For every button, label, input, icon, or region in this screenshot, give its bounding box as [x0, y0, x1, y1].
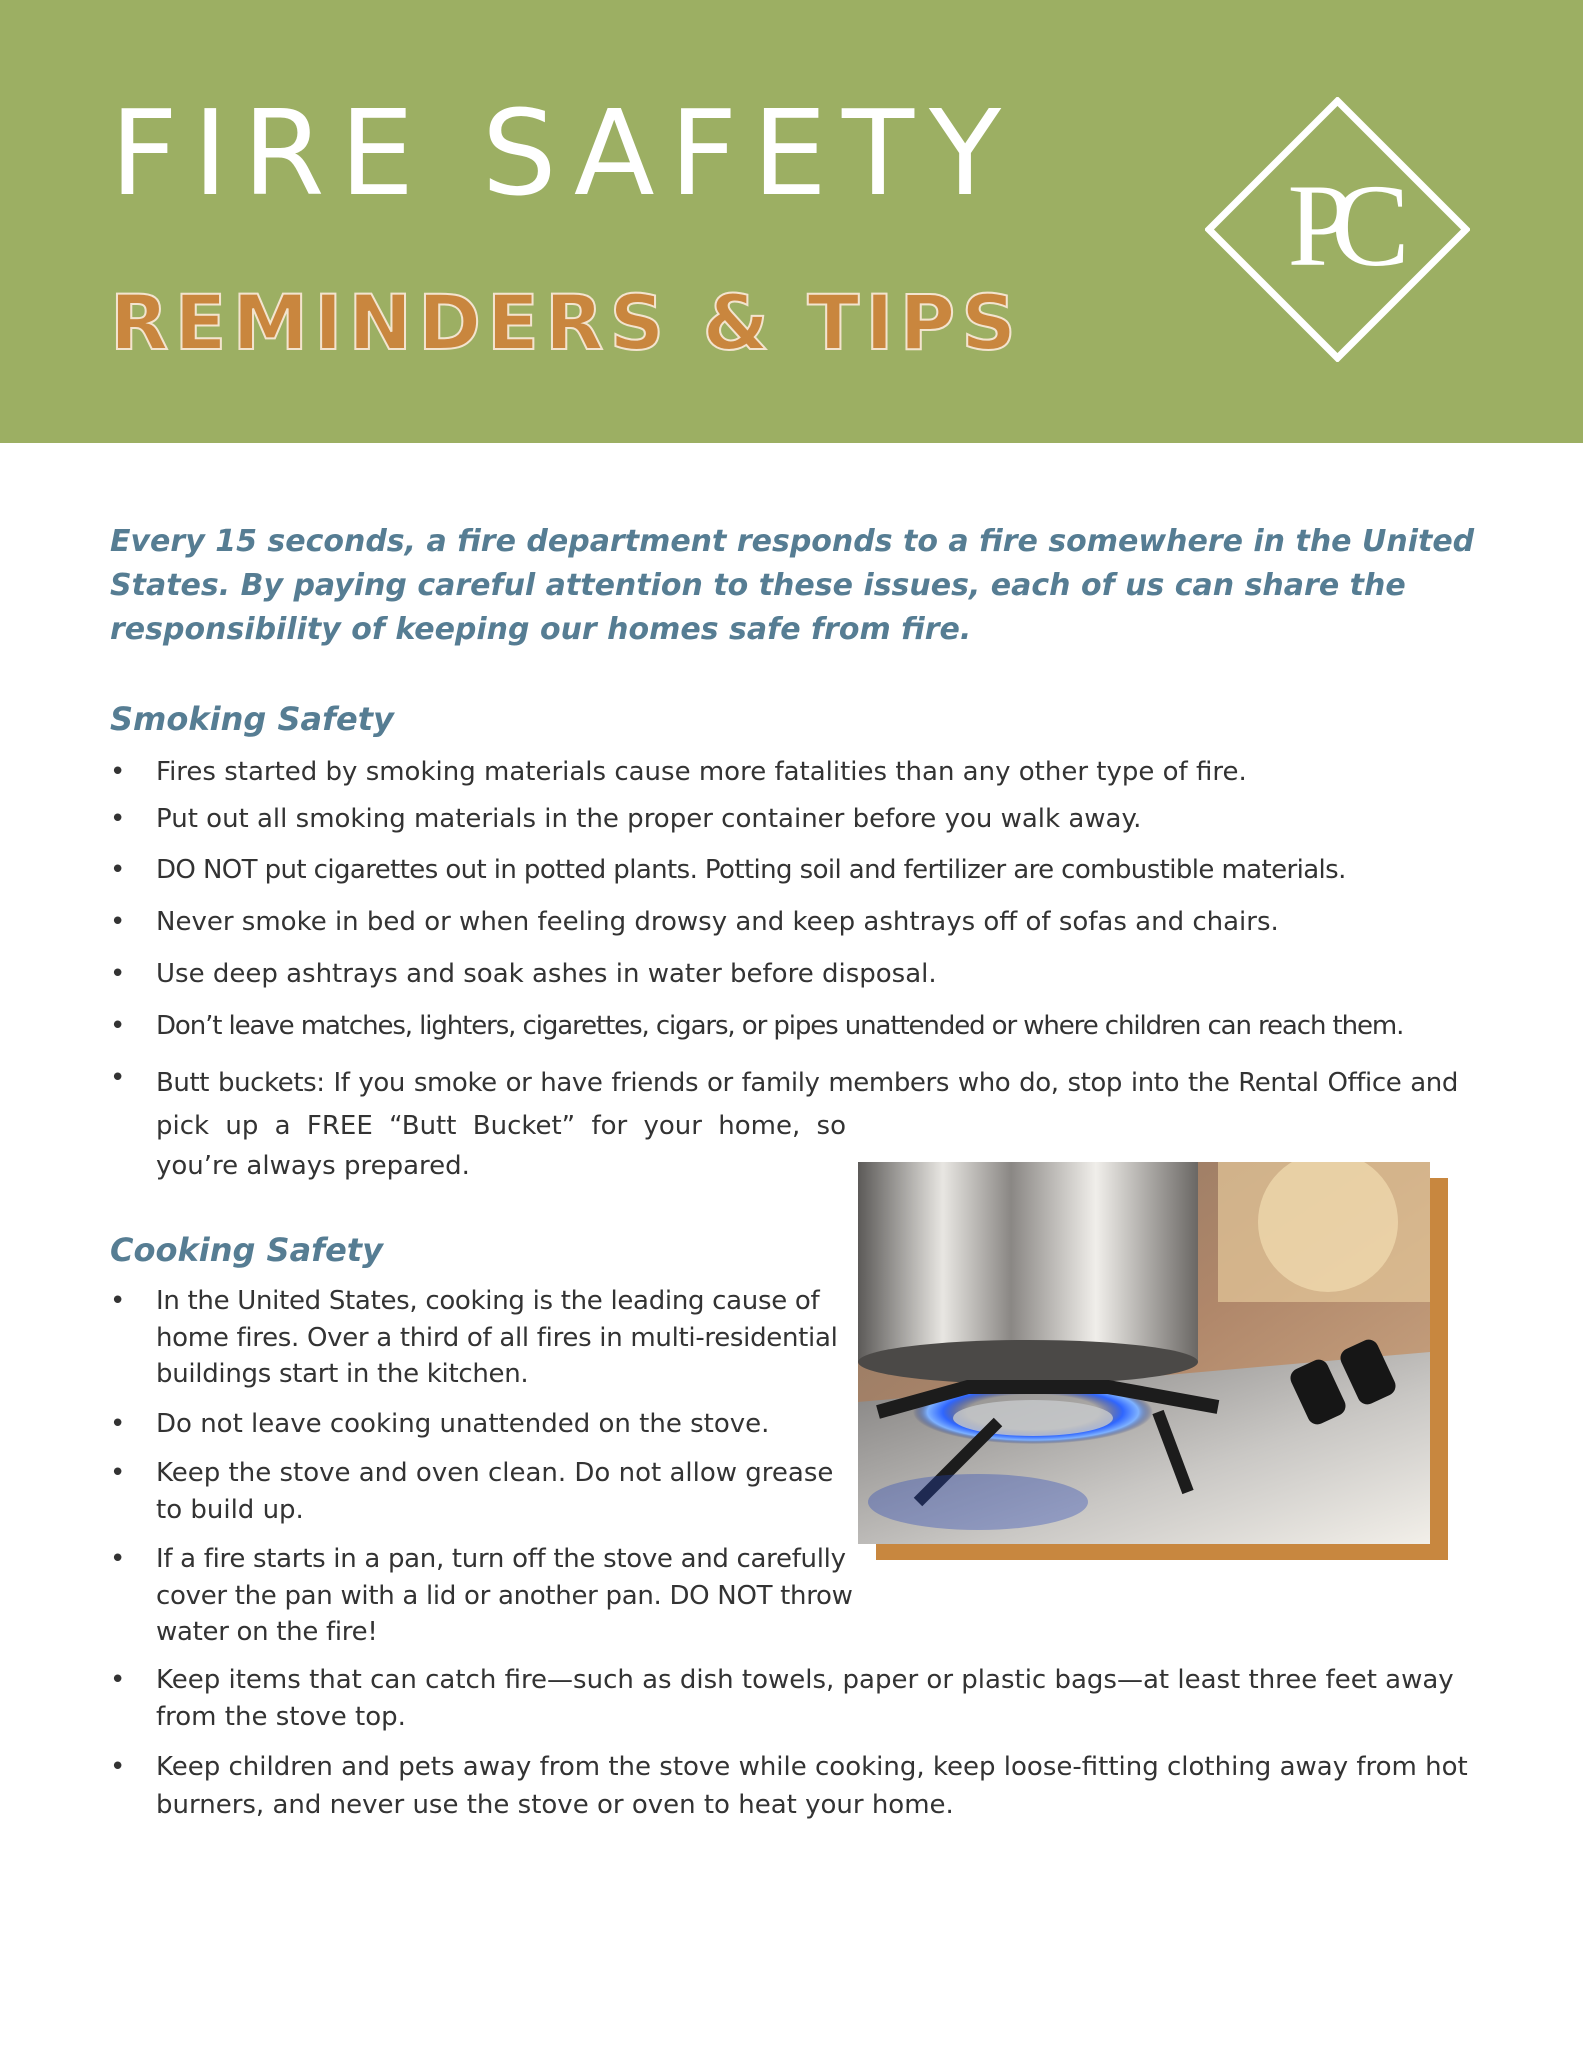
cooking-item [110, 1283, 940, 1398]
bullet-icon: • [110, 1752, 126, 1782]
stove-burner-icon [858, 1162, 1430, 1544]
gas-stove-image [858, 1162, 1430, 1544]
page-subtitle: REMINDERS & TIPS [110, 278, 1022, 367]
cooking-item [110, 1541, 940, 1656]
bullet-icon: • [110, 1409, 126, 1439]
cooking-item-text: Keep the stove and oven clean. Do not allow grease to build up. [156, 1458, 834, 1525]
bullet-icon: • [110, 1544, 126, 1574]
stove-photo [858, 1162, 1448, 1560]
bullet-icon: • [110, 855, 126, 885]
smoking-item [110, 852, 1475, 892]
bullet-icon: • [110, 757, 126, 787]
smoking-item [110, 754, 1475, 794]
bullet-icon: • [110, 1665, 126, 1695]
smoking-item [110, 801, 1475, 841]
smoking-item [110, 1008, 1475, 1048]
cooking-item-text: In the United States, cooking is the leading cause of home fires. Over a third of all fires in multi-residential buildings start in the kitchen. [156, 1286, 838, 1389]
smoking-item [110, 956, 1475, 996]
smoking-item-text: Fires started by smoking materials cause more fatalities than any other type of fire. [156, 757, 1247, 787]
smoking-item-text: Don’t leave matches, lighters, cigarettes, cigars, or pipes unattended or where children can reach them. [156, 1011, 1404, 1041]
cooking-item [110, 1662, 1475, 1742]
cooking-item-text: Keep items that can catch fire—such as dish towels, paper or plastic bags—at least three feet away from the stove top. [156, 1665, 1454, 1732]
pc-logo-icon [1205, 97, 1470, 362]
cooking-item-text: Keep children and pets away from the stove while cooking, keep loose-fitting clothing away from hot burners, and never use the stove or oven to heat your home. [156, 1752, 1468, 1820]
smoking-item-text: Never smoke in bed or when feeling drowsy and keep ashtrays off of sofas and chairs. [156, 907, 1279, 937]
smoking-item-text: Use deep ashtrays and soak ashes in water before disposal. [156, 959, 937, 989]
cooking-safety-heading: Cooking Safety [110, 1231, 383, 1269]
cooking-item [110, 1455, 940, 1535]
bullet-icon: • [110, 1063, 126, 1093]
bullet-icon: • [110, 1011, 126, 1041]
smoking-item-text: Put out all smoking materials in the proper container before you walk away. [156, 804, 1142, 834]
bullet-icon: • [110, 907, 126, 937]
logo-letters: PC [1287, 160, 1388, 291]
cooking-item-text: Do not leave cooking unattended on the stove. [156, 1409, 770, 1439]
cooking-item [110, 1406, 940, 1446]
bullet-icon: • [110, 1458, 126, 1488]
bullet-icon: • [110, 804, 126, 834]
page-title: FIRE SAFETY [110, 84, 1017, 222]
smoking-safety-heading: Smoking Safety [110, 700, 394, 738]
bullet-icon: • [110, 959, 126, 989]
cooking-item-text: If a fire starts in a pan, turn off the stove and carefully cover the pan with a lid or another pan. DO NOT throw water on the fire! [156, 1544, 853, 1647]
cooking-item [110, 1748, 1475, 1828]
smoking-item [110, 904, 1475, 944]
header-banner [0, 0, 1583, 443]
intro-paragraph: Every 15 seconds, a fire department responds to a fire somewhere in the United States. By paying careful attention to these issues, each of us can share the responsibility of keeping our homes safe from fire. [110, 524, 1475, 647]
bullet-icon: • [110, 1286, 126, 1316]
smoking-item-text: Butt buckets: If you smoke or have friends or family members who do, stop into the Rental Office and pick up a FREE “Butt Bucket” for your home, so you’re always prepared. [156, 1068, 1458, 1181]
smoking-item-text: DO NOT put cigarettes out in potted plants. Potting soil and fertilizer are combustible materials. [156, 855, 1346, 885]
